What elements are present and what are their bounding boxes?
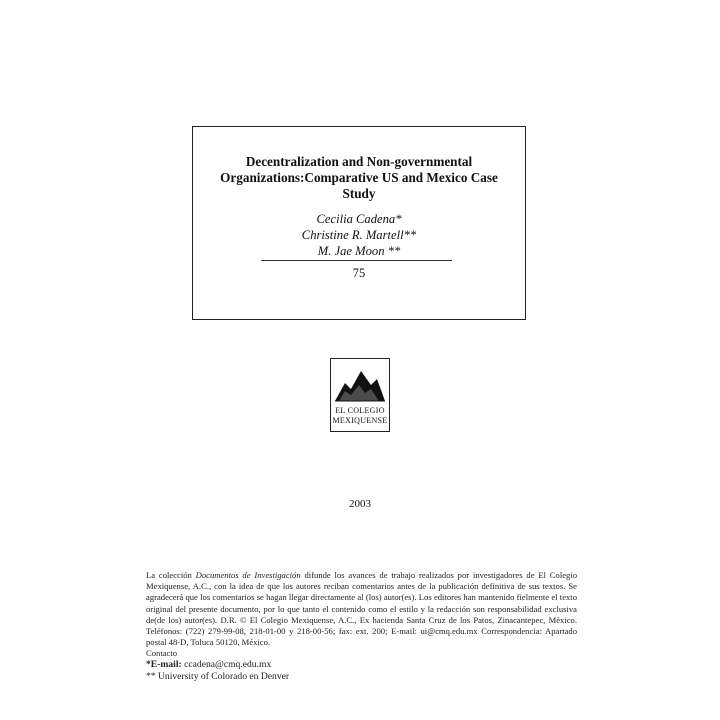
logo-line-1: EL COLEGIO <box>335 406 385 415</box>
cover-box <box>192 126 526 320</box>
contact-label: Contacto <box>146 648 178 659</box>
title-line: Organizations:Comparative US and Mexico Case <box>220 170 498 185</box>
email-label: *E-mail: <box>146 659 182 671</box>
notice-intro: La colección <box>146 570 196 580</box>
email-value: ccadena@cmq.edu.mx <box>181 659 272 671</box>
title-line: Study <box>342 186 376 201</box>
document-title <box>193 154 525 202</box>
notice-paragraph <box>146 570 577 648</box>
mountain-logo-icon <box>331 359 389 405</box>
author-name: M. Jae Moon ** <box>317 244 401 258</box>
author-list <box>193 211 525 259</box>
divider <box>261 260 452 261</box>
author-email <box>146 659 577 671</box>
publisher-notice <box>146 570 577 683</box>
author-affiliation: ** University of Colorado en Denver <box>146 671 290 683</box>
title-line: Decentralization and Non-governmental <box>245 154 473 169</box>
series-name: Documentos de Investigación <box>195 570 301 580</box>
author-name: Christine R. Martell** <box>301 228 417 242</box>
document-number: 75 <box>352 266 366 280</box>
publication-year: 2003 <box>349 498 371 510</box>
logo-line-2: MEXIQUENSE <box>332 416 388 425</box>
notice-body: difunde los avances de trabajo realizados por investigadores de El Colegio Mexiquense, A.C., con la idea de que los autores reciban comentarios antes de la publicación definitiva de sus textos. Se agradecerá que los comentarios se hagan llegar directamente al (los) autor(es). Los editores han mantenido fielmente el texto original del presente documento, por lo que tanto el contenido como el estilo y la redacción son responsabilidad exclusiva de(de los) autor(es). D.R. © El Colegio Mexiquense, A.C., Ex hacienda Santa Cruz de los Patos, Zinacantepec, México. Teléfonos: (722) 279-99-08, 218-01-00 y 218-00-56; fax: ext. 200; E-mail: ui@cmq.edu.mx Correspondencia: Apartado postal 48-D, Toluca 50120, México. <box>146 570 578 648</box>
author-name: Cecilia Cadena* <box>316 212 402 226</box>
colegio-logo <box>330 358 390 432</box>
